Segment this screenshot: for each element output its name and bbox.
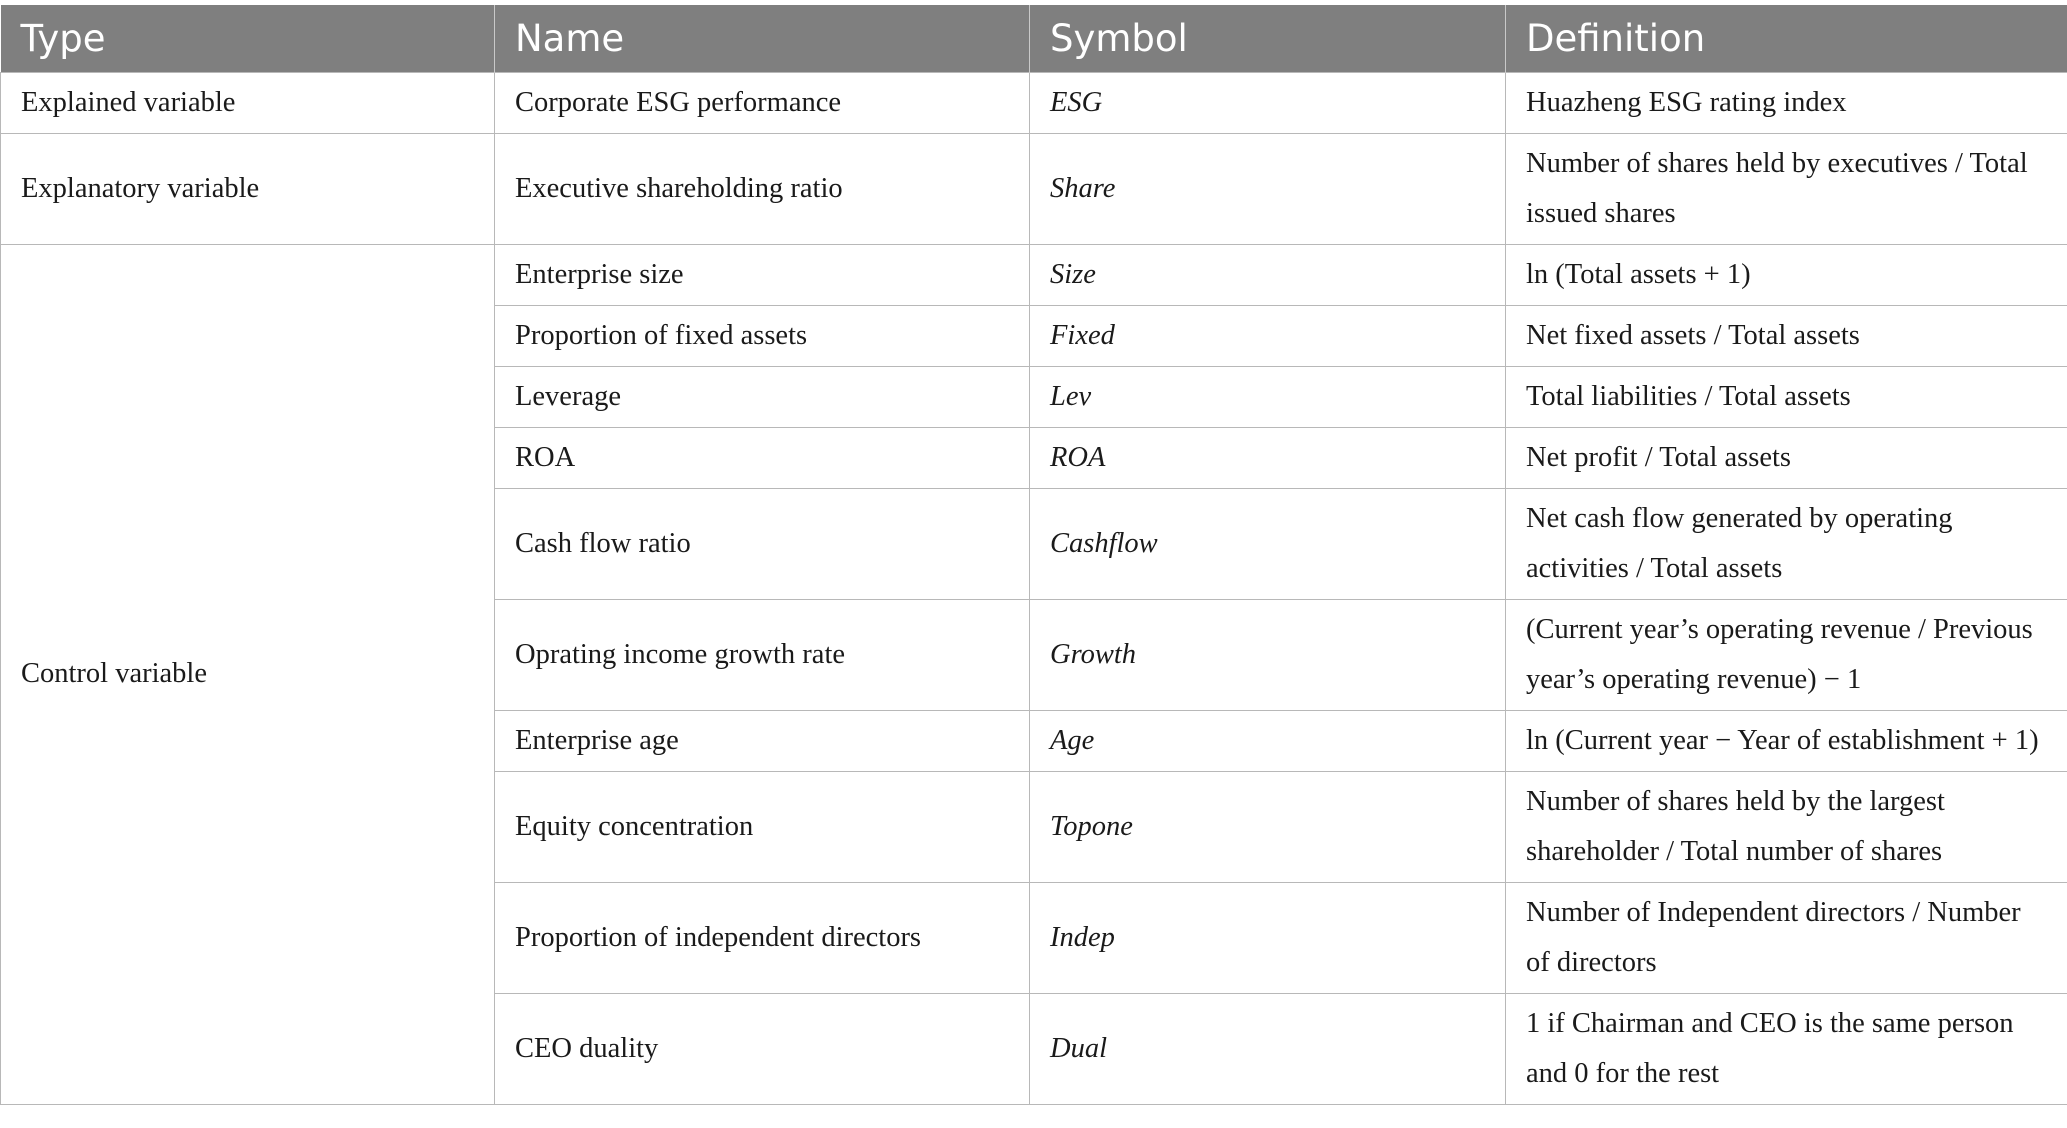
table-row — [1, 133, 2067, 244]
cell-definition: Number of shares held by executives / Total issued shares — [1506, 133, 2067, 244]
cell-name: Enterprise size — [495, 244, 1030, 305]
cell-name: Oprating income growth rate — [495, 599, 1030, 710]
cell-name: Equity concentration — [495, 771, 1030, 882]
cell-definition: Net profit / Total assets — [1506, 427, 2067, 488]
cell-name: CEO duality — [495, 993, 1030, 1104]
cell-definition: Number of shares held by the largest shareholder / Total number of shares — [1506, 771, 2067, 882]
header-symbol: Symbol — [1030, 5, 1506, 72]
cell-definition: Number of Independent directors / Number of directors — [1506, 882, 2067, 993]
cell-symbol: ROA — [1030, 427, 1506, 488]
cell-definition: Net fixed assets / Total assets — [1506, 305, 2067, 366]
header-definition: Definition — [1506, 5, 2067, 72]
cell-symbol: Indep — [1030, 882, 1506, 993]
cell-name: Leverage — [495, 366, 1030, 427]
cell-symbol: ESG — [1030, 72, 1506, 133]
cell-name: Enterprise age — [495, 710, 1030, 771]
variable-definitions-table — [0, 5, 2067, 1105]
cell-definition: ln (Current year − Year of establishment + 1) — [1506, 710, 2067, 771]
cell-type: Explained variable — [1, 72, 495, 133]
cell-name: ROA — [495, 427, 1030, 488]
cell-definition: Huazheng ESG rating index — [1506, 72, 2067, 133]
table-row — [1, 72, 2067, 133]
cell-definition: 1 if Chairman and CEO is the same person and 0 for the rest — [1506, 993, 2067, 1104]
cell-definition: Total liabilities / Total assets — [1506, 366, 2067, 427]
cell-symbol: Share — [1030, 133, 1506, 244]
header-name: Name — [495, 5, 1030, 72]
cell-symbol: Growth — [1030, 599, 1506, 710]
cell-symbol: Lev — [1030, 366, 1506, 427]
cell-symbol: Dual — [1030, 993, 1506, 1104]
cell-symbol: Cashflow — [1030, 488, 1506, 599]
cell-symbol: Fixed — [1030, 305, 1506, 366]
cell-definition: (Current year’s operating revenue / Previous year’s operating revenue) − 1 — [1506, 599, 2067, 710]
cell-name: Cash flow ratio — [495, 488, 1030, 599]
cell-type-control-variable: Control variable — [1, 244, 495, 1104]
cell-name: Executive shareholding ratio — [495, 133, 1030, 244]
table-header-row — [1, 5, 2067, 72]
cell-name: Proportion of independent directors — [495, 882, 1030, 993]
cell-symbol: Size — [1030, 244, 1506, 305]
variable-definitions-table-wrapper — [0, 5, 2067, 1105]
table-row — [1, 244, 2067, 305]
header-type: Type — [1, 5, 495, 72]
cell-definition: Net cash flow generated by operating activities / Total assets — [1506, 488, 2067, 599]
cell-name: Proportion of fixed assets — [495, 305, 1030, 366]
cell-symbol: Age — [1030, 710, 1506, 771]
cell-definition: ln (Total assets + 1) — [1506, 244, 2067, 305]
cell-symbol: Topone — [1030, 771, 1506, 882]
cell-type: Explanatory variable — [1, 133, 495, 244]
cell-name: Corporate ESG performance — [495, 72, 1030, 133]
